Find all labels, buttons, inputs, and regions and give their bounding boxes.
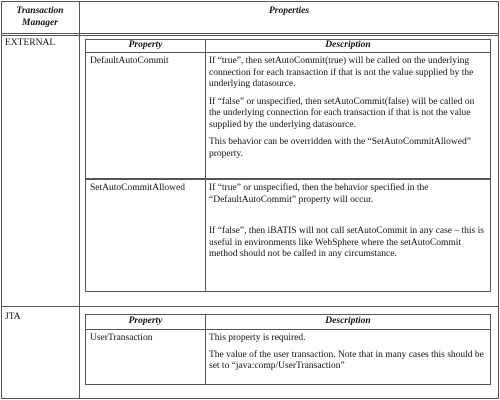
ext-description-column-header: Description (325, 40, 371, 50)
jta-inner-header-divider (85, 329, 491, 330)
outer-border-right (498, 1, 499, 399)
outer-border-left (1, 1, 2, 399)
outer-border-top (1, 1, 499, 2)
jta-manager-label: JTA (5, 312, 21, 322)
description-paragraph: If “false”, then iBATIS will not call setAutoCommit in any case – this is useful in environments like WebSphere where the setAutoCommit method should not be called in any circumstance. (209, 226, 484, 259)
ext-inner-right (490, 39, 491, 292)
ext-inner-bottom (85, 291, 491, 292)
ext-inner-row-divider-double (85, 179, 491, 180)
ext-inner-header-divider (85, 52, 491, 53)
ext-property-column-header: Property (128, 40, 163, 50)
description-paragraph: This property is required. (209, 333, 306, 343)
description-paragraph: If “true” or unspecified, then the behavior specified in the “DefaultAutoCommit” property will occur. (209, 183, 429, 205)
ext-inner-column-divider (205, 39, 206, 292)
external-manager-label: EXTERNAL (5, 38, 56, 48)
jta-property-column-header: Property (128, 316, 163, 326)
outer-header-divider (1, 33, 499, 34)
transaction-manager-header: Transaction Manager (16, 6, 64, 28)
property-name-user-transaction: UserTransaction (90, 333, 153, 343)
jta-inner-top (85, 314, 491, 315)
jta-description-column-header: Description (325, 316, 371, 326)
outer-row-divider (1, 306, 499, 307)
description-user-transaction (209, 333, 488, 379)
ext-inner-left (85, 39, 86, 292)
outer-column-divider (79, 1, 80, 399)
description-set-auto-commit-allowed (209, 183, 488, 267)
properties-header: Properties (268, 6, 310, 16)
description-paragraph: This behavior can be overridden with the “SetAutoCommitAllowed” property. (209, 137, 471, 159)
description-default-auto-commit (209, 56, 488, 166)
jta-inner-bottom (85, 384, 491, 385)
property-name-default-auto-commit: DefaultAutoCommit (90, 56, 169, 66)
description-paragraph: If “false” or unspecified, then setAutoCommit(false) will be called on the underlying connection for each transaction if that is not the value supplied by the underlying datasource. (209, 96, 475, 130)
property-name-set-auto-commit-allowed: SetAutoCommitAllowed (90, 183, 185, 193)
outer-header-divider-double (1, 35, 499, 36)
outer-border-bottom (1, 398, 499, 399)
description-paragraph: The value of the user transaction. Note that in many cases this should be set to “java:comp/UserTransaction” (209, 349, 484, 371)
jta-inner-right (490, 314, 491, 385)
description-paragraph: If “true”, then setAutoCommit(true) will be called on the underlying connection for each transaction if that is not the value supplied by the underlying datasource. (209, 56, 474, 89)
